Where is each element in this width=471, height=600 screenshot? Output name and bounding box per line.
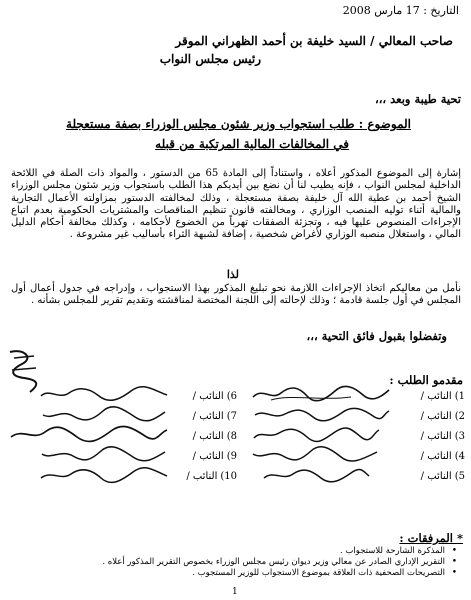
member-label: النائب /	[192, 391, 224, 402]
addressee-line-2: رئيس مجلس النواب	[159, 52, 261, 66]
body-paragraph-1: إشارة إلى الموضوع المذكور أعلاه ، واستناداً إلى المادة 65 من الدستور ، والمواد ذات الصلة في اللائحة الداخلية لمجلس النواب ، فإنه يطيب لنا أن نضع بين أيديكم هذا الطلب باستجواب وزير شئون مجلس الوزراء الشيخ أحمد بن عطية الله آل خليفة بصفة مستعجلة ، وذلك لمخالفته الدستور بمزاولته الأعمال التجارية والمالية أثناء توليه المنصب الوزاري ، ومخالفته قانون تنظيم المناقصات والمشتريات الحكومية بعدم اتباع الإجراءات المنصوص عليها فيه ، وتجزئة الصفقات تهرباً من الخضوع لأحكامه ، وكذلك مخالفة أحكام الدليل المالي ، واستغلال منصبه الوزاري لأغراض شخصية ، إضافة لشبهة الثراء بأساليب غير مشروعة .	[11, 168, 461, 241]
subject-line-1: الموضوع : طلب استجواب وزير شئون مجلس الوزراء بصفة مستعجلة	[66, 117, 411, 131]
member-number: 9)	[226, 451, 237, 462]
attachment-item: • التقرير الإداري الصادر عن معالي وزير ديوان رئيس مجلس الوزراء بخصوص التقرير المذكور أعلاه .	[17, 557, 457, 568]
member-number: 3)	[454, 431, 465, 442]
attachment-item: • التصريحات الصحفية ذات العلاقة بموضوع الاستجواب للوزير المستجوب .	[17, 568, 457, 579]
member-label: النائب /	[420, 391, 452, 402]
greeting: تحية طيبة وبعد ،،،	[374, 92, 461, 106]
member-row	[193, 431, 237, 442]
member-number: 6)	[226, 391, 237, 402]
member-row	[193, 411, 237, 422]
member-number: 4)	[454, 451, 465, 462]
member-number: 1)	[454, 391, 465, 402]
member-number: 8)	[226, 431, 237, 442]
signature-member-9	[39, 445, 169, 463]
member-label: النائب /	[192, 431, 224, 442]
member-number: 7)	[226, 411, 237, 422]
member-row	[193, 391, 237, 402]
signature-member-4	[251, 445, 381, 463]
page-number: 1	[232, 587, 238, 597]
signature-member-5	[261, 466, 371, 484]
body-paragraph-2: نأمل من معاليكم اتخاذ الإجراءات اللازمة نحو تبليغ المذكور بهذا الاستجواب ، وإدراجه في جدول أعمال أول المجلس في أول جلسة قادمة ؛ وذلك لإحالته إلى اللجنة المختصة لمناقشته وتقديم تقرير للمجلس بشأنه .	[11, 283, 461, 307]
member-label: النائب /	[420, 431, 452, 442]
signature-member-2	[251, 405, 391, 423]
member-row	[193, 451, 237, 462]
member-row	[421, 451, 465, 462]
signature-member-7	[39, 405, 169, 423]
attachments-list	[17, 546, 457, 580]
member-number: 5)	[454, 471, 465, 482]
closing-line: وتفضلوا بقبول فائق التحية ،،،	[306, 329, 447, 343]
member-label: النائب /	[192, 411, 224, 422]
member-row	[421, 391, 465, 402]
member-row	[421, 471, 465, 482]
member-row	[186, 471, 237, 482]
signature-member-6	[39, 385, 169, 403]
attachment-item: • المذكرة الشارحة للاستجواب .	[17, 546, 457, 557]
subject-line-2: في المخالفات المالية المرتكبة من قبله	[155, 137, 349, 151]
attachments-title: * المرفقات :	[399, 531, 463, 545]
member-label: النائب /	[192, 451, 224, 462]
member-row	[421, 431, 465, 442]
signature-member-1	[251, 385, 391, 403]
member-label: النائب /	[420, 451, 452, 462]
member-row	[421, 411, 465, 422]
signature-member-8	[9, 425, 169, 443]
signature-member-10	[39, 466, 169, 484]
member-label: النائب /	[186, 471, 218, 482]
member-number: 2)	[454, 411, 465, 422]
member-label: النائب /	[420, 411, 452, 422]
member-number: 10)	[220, 471, 237, 482]
member-label: النائب /	[420, 471, 452, 482]
signature-member-3	[251, 425, 381, 443]
signature-flourish	[4, 346, 44, 396]
addressee-line-1: صاحب المعالي / السيد خليفة بن أحمد الظهراني الموقر	[175, 34, 453, 48]
therefore-heading: لذا	[226, 268, 239, 281]
letter-date: التاريخ : 17 مارس 2008	[342, 4, 459, 17]
requesters-title: مقدمو الطلب :	[389, 373, 463, 387]
